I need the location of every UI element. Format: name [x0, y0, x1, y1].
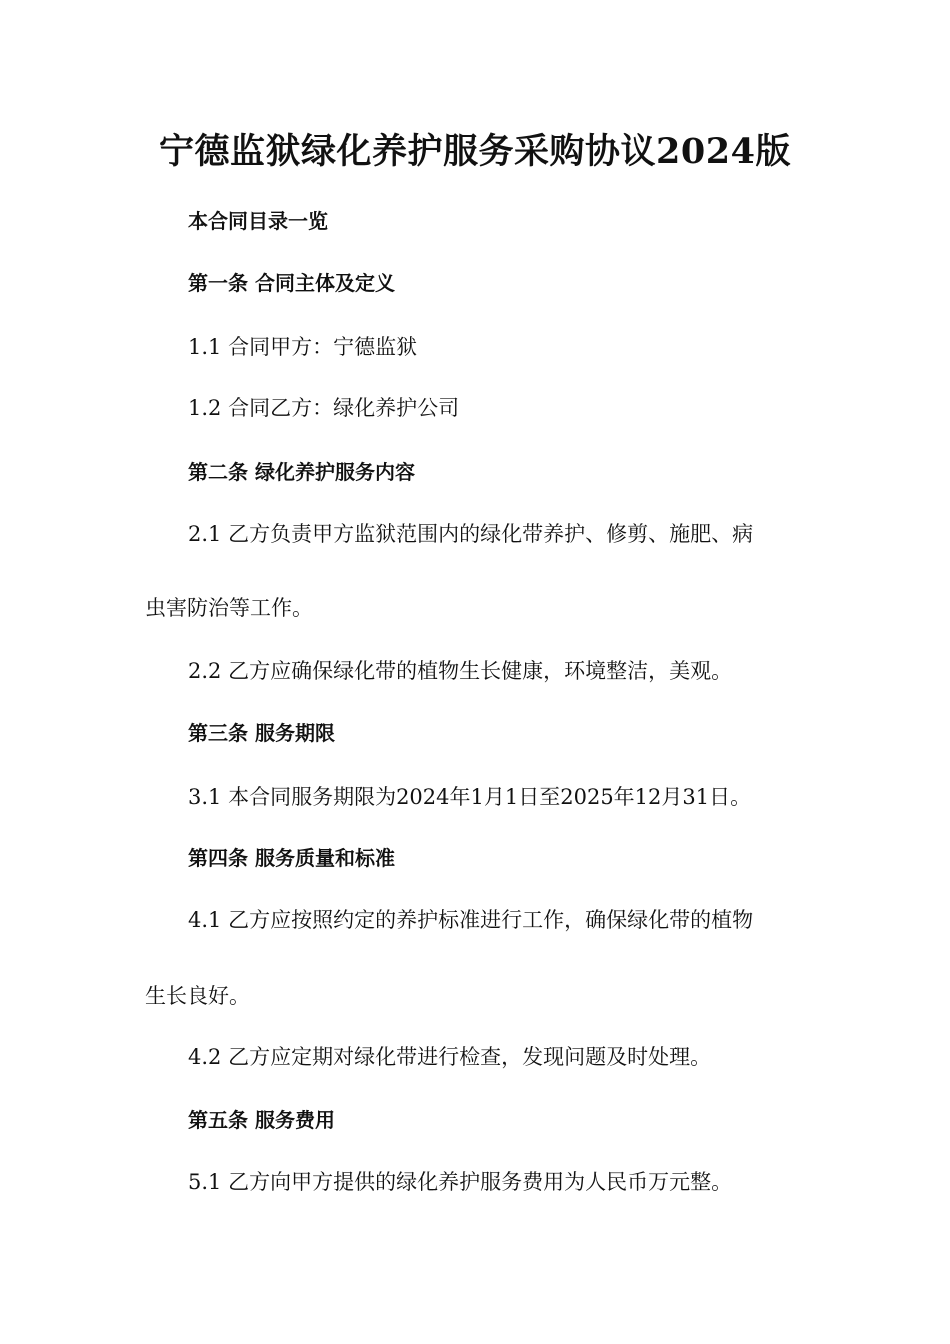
clause-2-1-continued: 虫害防治等工作。: [145, 596, 313, 620]
section-heading-4: 第四条 服务质量和标准: [188, 846, 395, 870]
toc-heading: 本合同目录一览: [188, 209, 328, 233]
clause-4-1: 4.1 乙方应按照约定的养护标准进行工作，确保绿化带的植物: [188, 908, 754, 932]
section-heading-3: 第三条 服务期限: [188, 721, 335, 745]
clause-5-1: 5.1 乙方向甲方提供的绿化养护服务费用为人民币万元整。: [188, 1170, 733, 1194]
document-title: 宁德监狱绿化养护服务采购协议2024版: [159, 131, 791, 172]
section-heading-2: 第二条 绿化养护服务内容: [188, 460, 415, 484]
clause-1-2: 1.2 合同乙方：绿化养护公司: [188, 396, 460, 420]
section-heading-1: 第一条 合同主体及定义: [188, 271, 395, 295]
clause-4-2: 4.2 乙方应定期对绿化带进行检查，发现问题及时处理。: [188, 1045, 712, 1069]
clause-3-1: 3.1 本合同服务期限为2024年1月1日至2025年12月31日。: [188, 785, 752, 809]
clause-4-1-continued: 生长良好。: [145, 984, 250, 1008]
clause-2-1: 2.1 乙方负责甲方监狱范围内的绿化带养护、修剪、施肥、病: [188, 522, 754, 546]
section-heading-5: 第五条 服务费用: [188, 1108, 335, 1132]
clause-2-2: 2.2 乙方应确保绿化带的植物生长健康，环境整洁，美观。: [188, 659, 733, 683]
clause-1-1: 1.1 合同甲方：宁德监狱: [188, 335, 418, 359]
